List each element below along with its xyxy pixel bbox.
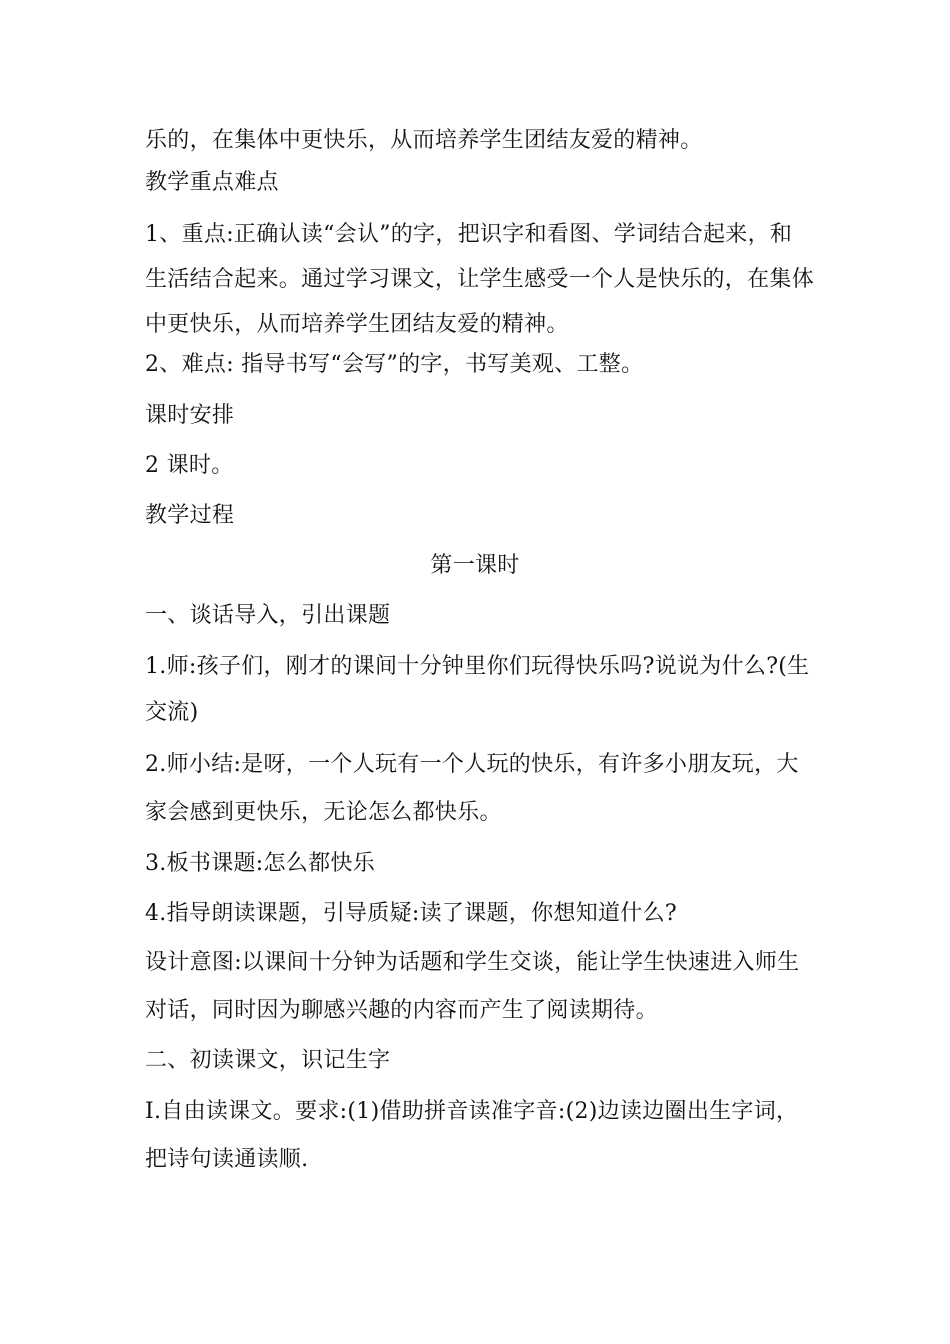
section-heading: 课时安排 [145, 403, 235, 428]
paragraph-line: 家会感到更快乐，无论怎么都快乐。 [145, 800, 502, 825]
paragraph-line: 设计意图:以课间十分钟为话题和学生交谈，能让学生快速进入师生 [145, 950, 800, 975]
paragraph-line: 2、难点: 指导书写“会写”的字，书写美观、工整。 [145, 352, 644, 377]
section-heading: 教学重点难点 [145, 170, 279, 195]
paragraph-line: 乐的，在集体中更快乐，从而培养学生团结友爱的精神。 [145, 128, 703, 153]
paragraph-line: 3.板书课题:怎么都快乐 [145, 851, 376, 876]
paragraph-line: 中更快乐，从而培养学生团结友爱的精神。 [145, 312, 569, 337]
paragraph-line: 交流) [145, 700, 199, 725]
paragraph-line: I.自由读课文。要求:(1)借助拼音读准字音:(2)边读边圈出生字词， [145, 1099, 799, 1124]
paragraph-line: 2 课时。 [145, 453, 234, 478]
paragraph-line: 1、重点:正确认读“会认”的字，把识字和看图、学词结合起来，和 [145, 222, 793, 247]
paragraph-line: 把诗句读通读顺. [145, 1147, 309, 1172]
section-heading: 教学过程 [145, 503, 235, 528]
paragraph-line: 1.师:孩子们，刚才的课间十分钟里你们玩得快乐吗?说说为什么?(生 [145, 654, 810, 679]
paragraph-line: 4.指导朗读课题，引导质疑:读了课题，你想知道什么? [145, 901, 677, 926]
section-heading: 一、谈话导入，引出课题 [145, 603, 391, 628]
paragraph-line: 生活结合起来。通过学习课文，让学生感受一个人是快乐的，在集体 [145, 267, 815, 292]
paragraph-line: 2.师小结:是呀，一个人玩有一个人玩的快乐，有许多小朋友玩，大 [145, 752, 799, 777]
section-heading: 二、初读课文，识记生字 [145, 1048, 391, 1073]
paragraph-line: 对话，同时因为聊感兴趣的内容而产生了阅读期待。 [145, 998, 658, 1023]
lesson-title: 第一课时 [430, 553, 520, 578]
